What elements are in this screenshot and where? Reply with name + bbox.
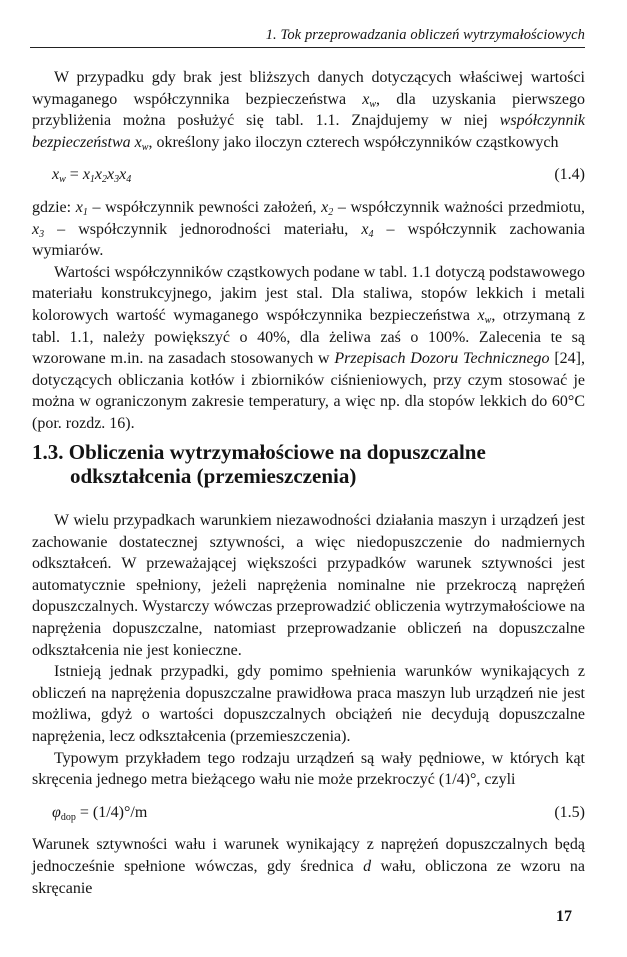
equation-1-4	[32, 164, 585, 186]
intro-block	[32, 67, 585, 435]
paragraph-safety-factor: W przypadku gdy brak jest bliższych danych dotyczących właściwej wartości wymaganego współczynnika bezpieczeństwa $x_w$, dla uzyskania pierwszego przybliżenia można posłużyć się tabl. 1.1. Znajdujemy w niej współczynnik bezpieczeństwa $x_w$, określony jako iloczyn czterech współczynników cząstkowych	[32, 69, 585, 153]
paragraph-stiffness: W wielu przypadkach warunkiem niezawodności działania maszyn i urządzeń jest zachowanie dostatecznej sztywności, a więc niedopuszczenie do nadmiernych odkształceń. W przeważającej większości przypadków warunek sztywności jest automatycznie spełniony, jeżeli naprężenia nominalne nie przekroczą naprężeń dopuszczalnych. Wystarczy wówczas przeprowadzić obliczenia wytrzymałościowe na naprężenia dopuszczalne, natomiast przeprowadzanie obliczeń na dopuszczalne odkształcenia nie jest konieczne.	[32, 512, 585, 659]
paragraph-shaft-example: Typowym przykładem tego rodzaju urządzeń są wały pędniowe, w których kąt skręcenia jednego metra bieżącego wału nie może przekroczyć (1/4)°, czyli	[32, 749, 585, 789]
variable-xw: $x_w$	[362, 90, 377, 110]
paragraph-partial-factors: Wartości współczynników cząstkowych podane w tabl. 1.1 dotyczą podstawowego materiału konstrukcyjnego, jakim jest stal. Dla staliwa, stopów lekkich i metali kolorowych wartość wymaganego współczynnika bezpieczeństwa $x_w$, otrzymaną z tabl. 1.1, należy powiększyć o 40%, dla żeliwa zaś o 100%. Zalecenia te są wzorowane m.in. na zasadach stosowanych w Przepisach Dozoru Technicznego [24], dotyczących obliczania kotłów i zbiorników ciśnieniowych, przy czym stosować je można w ograniczonym zakresie temperatury, a więc np. dla stopów lekkich do 60°C (por. rozdz. 16).	[32, 263, 586, 432]
section-heading	[32, 440, 585, 488]
equation-1-5	[32, 802, 585, 824]
section-title-line2: odkształcenia (przemieszczenia)	[70, 464, 357, 488]
equation-number: (1.4)	[554, 166, 585, 184]
section-number: 1.3.	[32, 440, 64, 464]
section-body	[32, 510, 585, 899]
section-title-line1: Obliczenia wytrzymałościowe na dopuszczalne	[68, 440, 486, 464]
emphasis-term: współczynnik bezpieczeństwa	[32, 112, 585, 151]
equation-lhs: $x_w = x_1x_2x_3x_4$	[52, 166, 132, 186]
equation-lhs: $\varphi_{dop} = (1/4)^\circ/m$	[52, 803, 148, 823]
header-rule	[30, 47, 585, 48]
paragraph-condition: Warunek sztywności wału i warunek wynikający z naprężeń dopuszczalnych będą jednocześnie spełnione wówczas, gdy średnica d wału, obliczona ze wzoru na skręcanie	[32, 836, 586, 897]
variable-xw: $x_w$	[134, 133, 149, 153]
paragraph-exceptions: Istnieją jednak przypadki, gdy pomimo spełnienia warunków wynikających z obliczeń na naprężenia dopuszczalne prawidłowa praca maszyn lub urządzeń nie jest możliwa, gdyż o wartości dopuszczalnych obciążeń nie decydują dopuszczalne naprężenia, lecz odkształcenia (przemieszczenia).	[32, 663, 585, 745]
equation-number: (1.5)	[554, 803, 585, 821]
paragraph-where: gdzie: $x_1$ – współczynnik pewności założeń, $x_2$ – współczynnik ważności przedmiotu, $x_3$ – współczynnik jednorodności materiału, $x_4$ – współczynnik zachowania wymiarów.	[32, 198, 586, 260]
page-number: 17	[556, 908, 572, 925]
running-header: 1. Tok przeprowadzania obliczeń wytrzymałościowych	[265, 27, 585, 43]
citation-title: Przepisach Dozoru Technicznego	[334, 350, 550, 368]
